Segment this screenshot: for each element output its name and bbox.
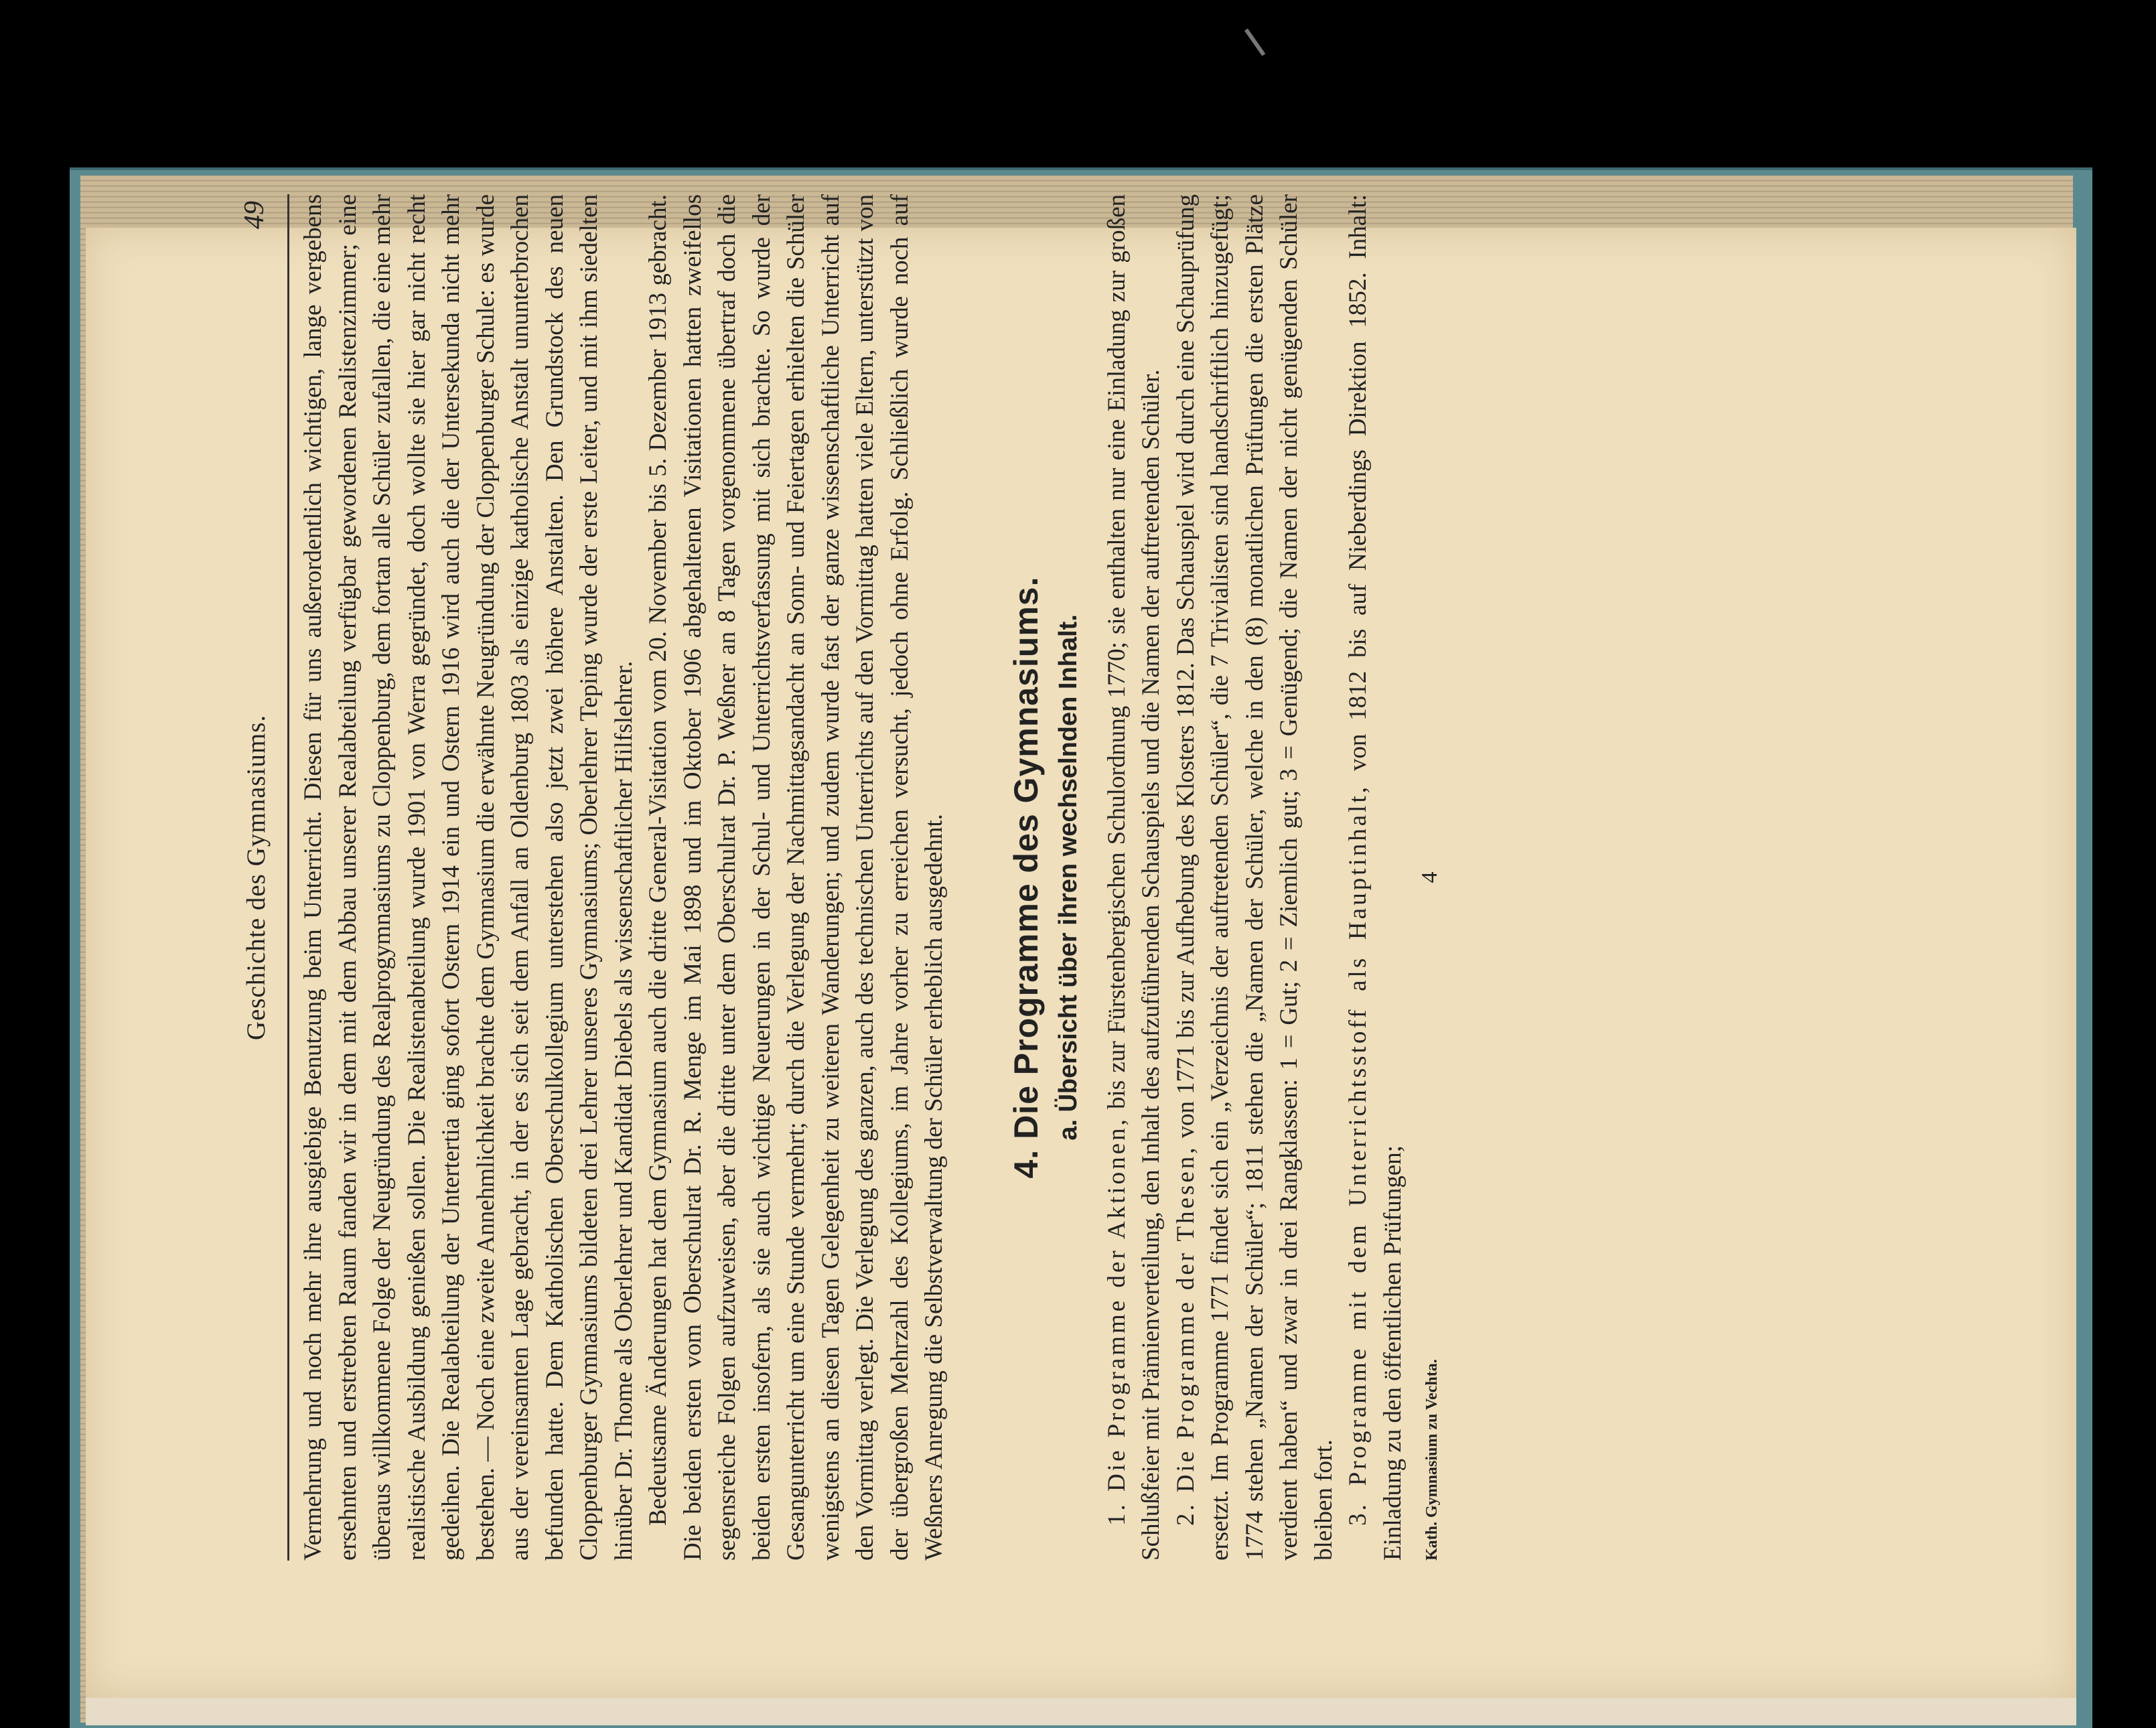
chapter-title: 4. Die Programme des Gymnasiums. xyxy=(1007,576,1045,1179)
footer-imprint: Kath. Gymnasium zu Vechta. xyxy=(1423,1359,1441,1561)
running-title: Geschichte des Gymnasiums. xyxy=(242,714,271,1041)
item-text: von 1812 bis auf Nieberdings Direktion 1852. Inhalt: Einladung zu den öffentlichen Prüfungen; xyxy=(1344,194,1407,1561)
page-footer xyxy=(1413,194,1442,1561)
page-bottom-strip xyxy=(86,1698,2076,1725)
item-text: von 1771 bis zur Aufhebung des Klosters 1812. Das Schauspiel wird durch eine Schauprüfung ersetzt. Im Programme 1771 findet sich ein „Verzeichnis der auftretenden Schüler“, die 7 Trivialisten sind handschriftlich hinzugefügt; 1774 stehen „Namen der Schüler“; 1811 stehen die „Namen der Schüler, welche in den (8) monatlichen Prüfungen die ersten Plätze verdient haben“ und zwar in drei Rangklassen: 1 = Gut; 2 = Ziemlich gut; 3 = Genügend; die Namen der nicht genügenden Schüler bleiben fort. xyxy=(1171,194,1338,1561)
item-lead: 1. Die Programme der Aktionen, xyxy=(1102,1117,1131,1526)
section-title: a. Übersicht über ihren wechselnden Inhalt. xyxy=(1054,614,1082,1141)
header-rule xyxy=(287,194,289,1561)
item-text: bis zur Fürstenbergischen Schulordnung 1770; sie enthalten nur eine Einladung zur großen Schlußfeier mit Prämienverteilung, den Inhalt des aufzuführenden Schauspiels und die Namen der auftretenden Schüler. xyxy=(1102,194,1165,1561)
paragraph-1: Vermehrung und noch mehr ihre ausgiebige Benutzung beim Unterricht. Diesen für uns außerordentlich wichtigen, lange vergebens ersehnten und erstrebten Raum fanden wir in dem mit dem Abbau unserer Realabteilung verfügbar gewordenen Realistenzimmer; eine überaus willkommene Folge der Neugründung des Realprogymnasiums zu Cloppenburg, dem fortan alle Schüler zufallen, die eine mehr realistische Ausbildung genießen sollen. Die Realistenabteilung wurde 1901 von Werra gegründet, doch wollte sie hier gar nicht recht gedeihen. Die Realabteilung der Untertertia ging sofort Ostern 1914 ein und Ostern 1916 wird auch die der Untersekunda nicht mehr bestehen. — Noch eine zweite Annehmlichkeit brachte dem Gymnasium die erwähnte Neugründung der Cloppenburger Schule: es wurde aus der vereinsamten Lage gebracht, in der es sich seit dem Anfall an Oldenburg 1803 als einzige katholische Anstalt ununterbrochen befunden hatte. Dem Katholischen Oberschulkollegium unterstehen also jetzt zwei höhere Anstalten. Den Grundstock des neuen Cloppenburger Gymnasiums bildeten drei Lehrer unseres Gymnasiums; Oberlehrer Teping wurde der erste Leiter, und mit ihm siedelten hinüber Dr. Thome als Oberlehrer und Kandidat Diebels als wissenschaftlicher Hilfslehrer. xyxy=(299,194,638,1561)
page-text-block xyxy=(238,194,1442,1561)
page-number: 49 xyxy=(239,201,270,229)
list-item-3 xyxy=(1341,194,1410,1561)
list-item-1 xyxy=(1100,194,1169,1561)
list-item-2 xyxy=(1169,194,1342,1561)
item-lead: 3. Programme mit dem Unterrichtsstoff als Hauptinhalt, xyxy=(1344,784,1372,1526)
signature-mark: 4 xyxy=(1417,871,1442,883)
running-head xyxy=(238,194,282,1561)
item-lead: 2. Die Programme der Thesen, xyxy=(1171,1145,1200,1526)
paragraph-2: Bedeutsame Änderungen hat dem Gymnasium auch die dritte General-Visitation vom 20. November bis 5. Dezember 1913 gebracht. Die beiden ersten vom Oberschulrat Dr. R. Menge im Mai 1898 und im Oktober 1906 abgehaltenen Visitationen hatten zweifellos segensreiche Folgen aufzuweisen, aber die dritte unter dem Oberschulrat Dr. P. Weßner an 8 Tagen vorgenommene übertraf doch die beiden ersten insofern, als sie auch wichtige Neuerungen in der Schul- und Unterrichtsverfassung mit sich brachte. So wurde der Gesangunterricht um eine Stunde vermehrt; durch die Verlegung der Nachmittagsandacht an Sonn- und Feiertagen erhielten die Schüler wenigstens an diesen Tagen Gelegenheit zu weiteren Wanderungen; und zudem wurde fast der ganze wissenschaftliche Unterricht auf den Vormittag verlegt. Die Verlegung des ganzen, auch des technischen Unterrichts auf den Vormittag hatten viele Eltern, unterstützt von der übergroßen Mehrzahl des Kollegiums, im Jahre vorher zu erreichen versucht, jedoch ohne Erfolg. Schließlich wurde noch auf Weßners Anregung die Selbstverwaltung der Schüler erheblich ausgedehnt. xyxy=(644,194,948,1561)
